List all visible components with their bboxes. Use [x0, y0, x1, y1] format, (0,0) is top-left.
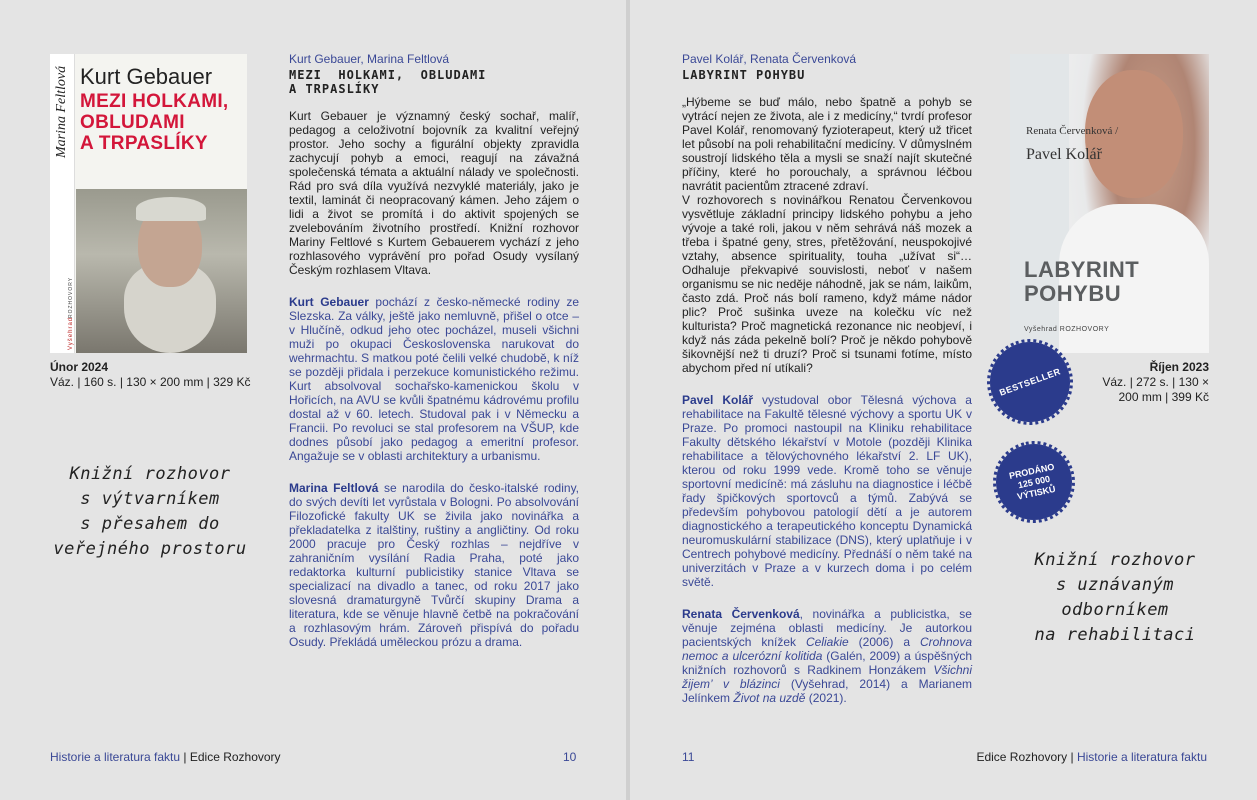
book-cover-mezi-holkami[interactable] — [50, 54, 247, 353]
page-number-right: 11 — [682, 750, 695, 764]
bio-name: Kurt Gebauer — [289, 295, 369, 309]
footer-right — [976, 750, 1207, 764]
cover-author: Kurt Gebauer — [80, 64, 213, 89]
book-cover-labyrint-pohybu[interactable] — [1010, 54, 1209, 353]
bestseller-badge: BESTSELLER — [979, 331, 1082, 434]
author-bio-feltlova: Marina Feltlová se narodila do česko-italské rodiny, do svých devíti let vyrůstala v Bologni. Po absolvování Filozofické fakulty UK se živila jako novinářka a překladatelka z italštiny, ruštiny a angličtiny. Od roku 2000 pracuje pro Český rozhlas – nejdříve v zahraničním vysílání Radia Praha, poté jako redaktorka kulturní publicistiky stanice Vltava se specializací na divadlo a tanec, od roku 2017 jako slovesná dramaturgyně Tvůrčí skupiny Drama a literatura, kde se věnuje hlavně četbě na pokračování a rozhlasovým hrám. Zároveň přispívá do pořadu Osudy. Překládá uměleckou prózu a drama. — [289, 481, 580, 649]
tagline-right: Knižní rozhovor s uznávaným odborníkem na rehabilitaci — [1034, 550, 1196, 645]
book-title: LABYRINT POHYBU — [682, 68, 806, 82]
cover-author-top: Renata Červenková / — [1026, 125, 1119, 137]
book-specs: Váz. | 272 s. | 130 × 200 mm | 399 Kč — [1102, 375, 1209, 404]
bio-name: Renata Červenková — [682, 607, 800, 621]
text-column-left — [289, 52, 579, 649]
release-date: Únor 2024 — [50, 360, 109, 374]
copies-sold-badge: PRODÁNO 125 000 VÝTISKŮ — [989, 437, 1079, 527]
text-column-right — [682, 52, 972, 705]
cover-photo — [1069, 54, 1209, 353]
book-annotation-1: „Hýbeme se buď málo, nebo špatně a pohyb se vytrácí nejen ze života, ale i z medicíny,“ tvrdí profesor Pavel Kolář, renomovaný fyzioterapeut, který už třicet let působí na poli rehabilitační medicíny. V důmyslném soustrojí lidského těla a mysli se snaží najít skutečné příčiny, které ho porouchaly, a správnou léčbou navrátit pacientům ztracené zdraví. — [682, 95, 972, 193]
book-authors: Pavel Kolář, Renata Červenková — [682, 52, 857, 66]
page-number-left: 10 — [563, 750, 577, 764]
cover-title: MEZI HOLKAMI, OBLUDAMI A TRPASLÍKY — [80, 91, 229, 154]
footer-series: Edice Rozhovory | — [976, 750, 1077, 764]
footer-category-link[interactable]: Historie a literatura faktu — [50, 750, 181, 764]
cover-photo — [76, 189, 247, 353]
cover-publisher: Vyšehrad — [68, 316, 74, 350]
book-annotation: Kurt Gebauer je významný český sochař, malíř, pedagog a celoživotní bojovník za kvalitní veřejný prostor. Jeho sochy a figurální objekty zpravidla zachycují pohyb a emoci, reagují na závažná společenská témata a aktuální nálady ve společnosti. Rád pro svá díla využívá nezvyklé materiály, jako je textil, laminát či neopracovaný kámen. Jeho zájem o lidi a život se promítá i do aktivit spojených se zvelebováním životního prostředí. Knižní rozhovor Mariny Feltlové s Kurtem Gebauerem vychází z jeho rozhlasového vyprávění pro pořad Osudy vysílaný Českým rozhlasem Vltava. — [289, 109, 579, 277]
bio-name: Pavel Kolář — [682, 393, 754, 407]
cover-author-main: Pavel Kolář — [1026, 146, 1102, 163]
book-info-right — [1089, 360, 1209, 405]
cover-title: LABYRINT POHYBU — [1024, 257, 1140, 306]
book-info-left — [50, 360, 250, 390]
author-bio-gebauer: Kurt Gebauer pochází z česko-německé rodiny ze Slezska. Za války, ještě jako nemluvně, přišel o otce – v Hlučíně, odkud jeho otec pocházel, museli všichni muži po okupaci Československa narukovat do wehrmachtu. S matkou poté čelili velké chudobě, k níž se později přidala i perzekuce komunistického režimu. Kurt absolvoval sochařsko-kamenickou školu v Hořicích, na AVU se kvůli špatnému kádrovému profilu dostal až v 60. letech. Studoval pak i v Německu a Francii. Po revoluci se stal profesorem na VŠUP, kde dodnes působí jako pedagog a emeritní profesor. Angažuje se v oblasti architektury a urbanismu. — [289, 295, 579, 463]
release-date: Říjen 2023 — [1149, 360, 1209, 374]
bio-name: Marina Feltlová — [289, 481, 379, 495]
author-bio-cervenkova: Renata Červenková, novinářka a publicistka, se věnuje zejména oblasti medicíny. Je autorkou pacientských knížek Celiakie (2006) a Crohnova nemoc a ulcerózní kolitida (Galén, 2009) a úspěšných knižních rozhovorů s Radkinem Honzákem Všichni žijem’ v blázinci (Vyšehrad, 2014) a Marianem Jelínkem Život na uzdě (2021). — [682, 607, 972, 705]
book-authors: Kurt Gebauer, Marina Feltlová — [289, 52, 450, 66]
book-specs: Váz. | 160 s. | 130 × 200 mm | 329 Kč — [50, 375, 251, 389]
book-title: MEZI HOLKAMI, OBLUDAMI A TRPASLÍKY — [289, 68, 487, 96]
left-page — [0, 0, 626, 800]
cover-side-author: Marina Feltlová — [54, 65, 69, 158]
footer-category-link[interactable]: Historie a literatura faktu — [1076, 750, 1207, 764]
cover-edition: ROZHOVORY — [68, 276, 74, 318]
footer-series: | Edice Rozhovory — [180, 750, 281, 764]
tagline-left: Knižní rozhovor s výtvarníkem s přesahem do veřejného prostoru — [53, 464, 247, 559]
cover-publisher: Vyšehrad ROZHOVORY — [1024, 326, 1110, 333]
book-annotation-2: V rozhovorech s novinářkou Renatou Červenkovou vysvětluje základní principy lidského pohybu a jeho vývoje a také roli, jakou v něm sehrává náš mozek a třeba i špatné geny, stres, přetěžování, neuspokojivé vztahy, absence spirituality, touha „užívat si“… Odhaluje překvapivé souvislosti, neboť v našem organismu se nic neděje náhodně, jak se nám, laikům, často zdá. Proč nás bolí rameno, když máme nádor plic? Proč sušinka uveze na kolečku víc než kulturista? Proč magnetická rezonance nic neobjeví, i když nás záda pekelně bolí? Proč je někdo pohybově šikovnější než ti druzí? Proč si tsunami fotíme, místo abychom před ní utíkali? — [682, 193, 972, 375]
author-bio-kolar: Pavel Kolář vystudoval obor Tělesná výchova a rehabilitace na Fakultě tělesné výchovy a sportu UK v Praze. Po promoci nastoupil na Kliniku rehabilitace Fakulty dětského lékařství v Motole (později Klinika rehabilitace a tělovýchovného lékařství 2. LF UK), kterou od roku 1999 vede. Kromě toho se věnuje sportovní medicíně: má zásluhu na diagnostice i léčbě řady špičkových sportovců a týmů. Zabývá se především pohybovou patologií dětí a je autorem diagnostického a terapeutického konceptu Dynamická neuromuskulární stabilizace (DNS), který uplatňuje i v Centrech pohybové medicíny. Přednáší o něm také na univerzitách v Praze a v kurzech doma i po celém světě. — [682, 393, 972, 589]
footer-left — [50, 750, 281, 764]
